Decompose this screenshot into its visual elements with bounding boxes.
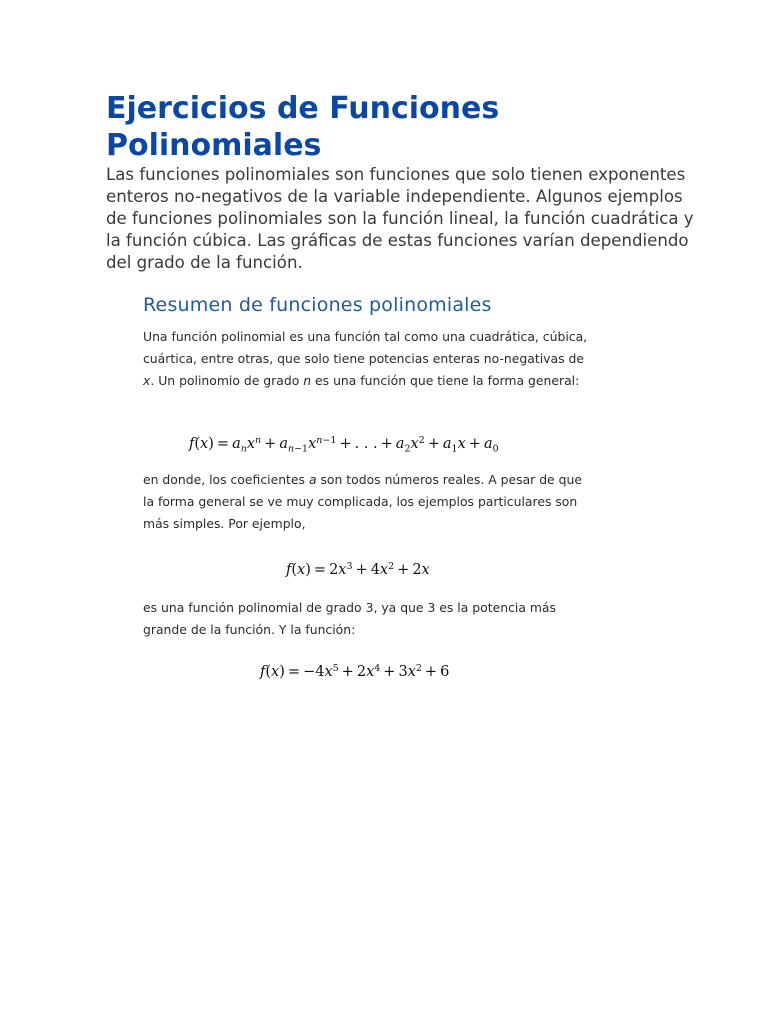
- excerpt-paragraph-3: es una función polinomial de grado 3, ya que 3 es la potencia más grande de la función. Y la función:: [143, 600, 556, 637]
- formula-cubic-example: $f(x) = 2x^3 + 4x^2 + 2x$: [286, 560, 430, 578]
- excerpt-paragraph-2: [143, 469, 593, 535]
- page-title: Ejercicios de Funciones Polinomiales: [106, 91, 500, 163]
- para1-var-n: n: [303, 373, 312, 388]
- para1-text-b: . Un polinomio de grado: [150, 373, 304, 388]
- formula-quintic-example: $f(x) = -4x^5 + 2x^4 + 3x^2 + 6$: [260, 662, 450, 680]
- excerpt-heading: Resumen de funciones polinomiales: [143, 294, 492, 316]
- para2-text-b: son todos números reales. A pesar de que la forma general se ve muy complicada, los ejemplos particulares son más simples. Por ejemplo,: [143, 472, 582, 531]
- para1-var-x: x: [143, 373, 151, 388]
- para1-text-c: es una función que tiene la forma general:: [311, 373, 580, 388]
- para2-text-a: en donde, los coeficientes: [143, 472, 309, 487]
- excerpt-paragraph-1: [143, 326, 598, 392]
- intro-paragraph: Las funciones polinomiales son funciones que solo tienen exponentes enteros no-negativos de la variable independiente. Algunos ejemplos de funciones polinomiales son la función lineal, la función cuadrática y la función cúbica. Las gráficas de estas funciones varían dependiendo del grado de la función.: [106, 165, 694, 272]
- formula-general-polynomial: $f(x) = a_nx^n + a_{n-1}x^{n-1}$ + . . . + $a_2x^2 + a_1x + a_0$: [189, 434, 499, 455]
- para2-var-a: a: [308, 472, 317, 487]
- para1-text-a: Una función polinomial es una función tal como una cuadrática, cúbica, cuártica, entre otras, que solo tiene potencias enteras no-negativas de: [143, 329, 588, 366]
- embedded-excerpt: [143, 292, 613, 680]
